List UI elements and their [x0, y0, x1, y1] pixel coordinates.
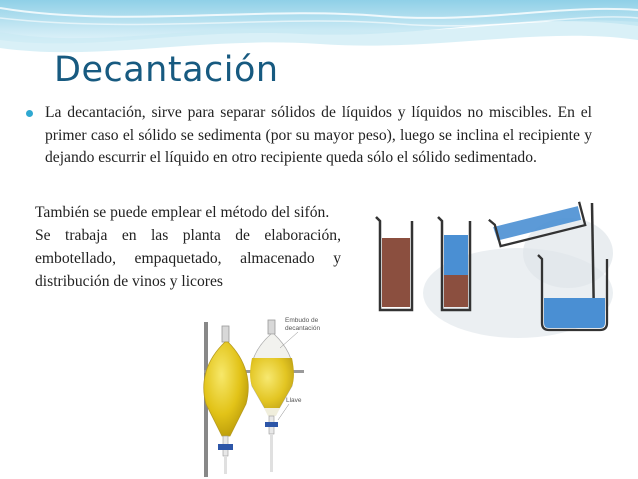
- decantation-beakers-illustration: [368, 183, 613, 343]
- bullet-text: La decantación, sirve para separar sólidos de líquidos y líquidos no miscibles. En el primer caso el sólido se sedimenta (por su mayor peso), luego se inclina el recipiente y dejando escurrir el líquido en otro recipiente queda sólo el sólido sedimentado.: [45, 104, 592, 166]
- slide-title: Decantación: [54, 50, 279, 90]
- side-paragraph: [35, 201, 341, 293]
- label-funnel-line1: Embudo de: [285, 317, 319, 324]
- label-leader-funnel: [280, 332, 298, 348]
- label-valve: Llave: [286, 397, 302, 404]
- funnel-right: [250, 320, 294, 472]
- side-line-industry: Se trabaja en las planta de elaboración, embotellado, empaquetado, almacenado y distribución de vinos y licores: [35, 227, 341, 290]
- funnel-left: [204, 326, 248, 474]
- bullet-item: [26, 102, 592, 170]
- bullet-dot-icon: [26, 110, 33, 117]
- beaker-sediment: [376, 217, 412, 310]
- separatory-funnels-illustration: [186, 312, 326, 477]
- beaker-liquid-over-sediment: [438, 217, 470, 310]
- side-line-sifon: También se puede emplear el método del sifón.: [35, 204, 330, 221]
- label-funnel-line2: decantación: [285, 325, 321, 332]
